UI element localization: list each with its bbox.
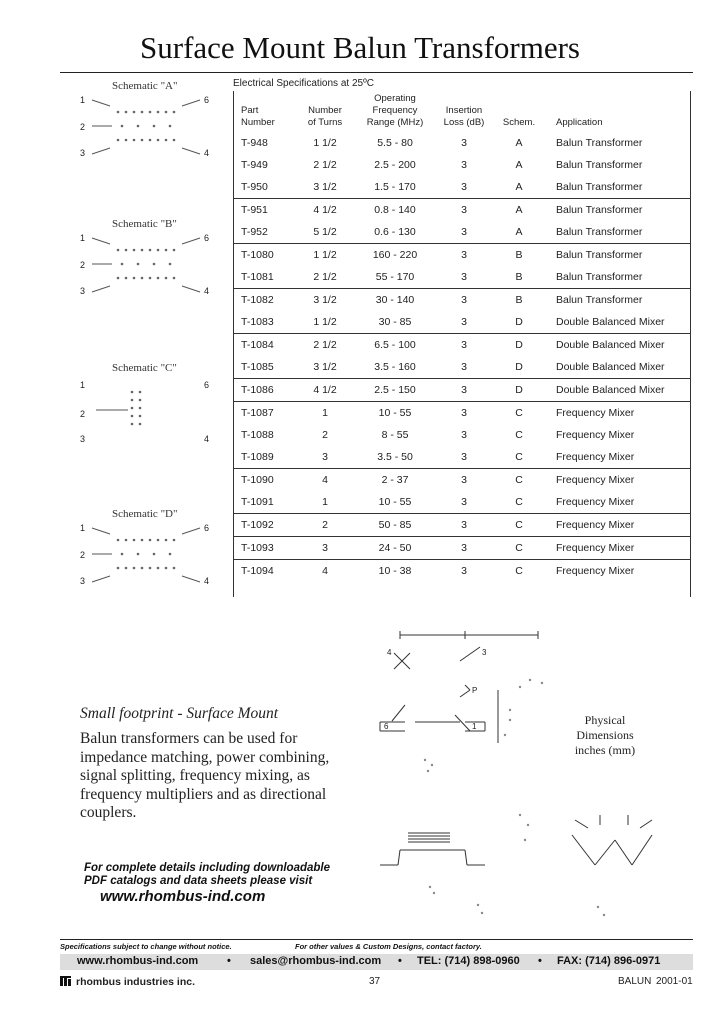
cell-schem: A [515, 226, 523, 238]
schematic-pin: 3 [80, 576, 86, 586]
cell-app: Balun Transformer [546, 289, 690, 312]
cell-app: Frequency Mixer [546, 402, 690, 425]
cell-turns: 4 [296, 560, 354, 583]
cell-freq: 160 - 220 [354, 244, 436, 267]
cell-turns: 3 1/2 [313, 361, 337, 373]
table-row [233, 424, 690, 446]
cell-schem: A [515, 181, 523, 193]
schematic-pin: 6 [204, 95, 210, 105]
cell-loss: 3 [436, 514, 492, 537]
footer-rule [60, 939, 693, 940]
cell-turns: 2 1/2 [313, 159, 337, 171]
cell-freq: 3.5 - 50 [377, 451, 413, 463]
cta-url-link[interactable]: www.rhombus-ind.com [100, 888, 266, 905]
physical-dimensions-drawing [370, 625, 700, 925]
cell-turns: 2 1/2 [296, 334, 354, 357]
cta-text: For complete details including downloadable PDF catalogs and data sheets please visit [84, 862, 330, 887]
cell-freq: 24 - 50 [354, 537, 436, 560]
schematic-pin: 2 [80, 550, 86, 560]
page-number: 37 [369, 976, 381, 987]
cell-schem: A [515, 137, 523, 149]
schematic-pin: 1 [80, 95, 86, 105]
schematic-pin: 2 [80, 122, 86, 132]
contact-fax: FAX: (714) 896-0971 [557, 955, 661, 967]
table-row [233, 537, 690, 560]
cell-part: T-1091 [241, 496, 274, 508]
cell-schem: C [492, 560, 546, 583]
schematic-pin: 3 [80, 434, 86, 444]
schematic-pin: 1 [80, 523, 86, 533]
cell-app: Balun Transformer [556, 271, 643, 283]
table-row [233, 132, 690, 154]
cell-freq: 5.5 - 80 [377, 137, 413, 149]
cell-loss: 3 [436, 469, 492, 492]
cell-schem: D [492, 379, 546, 402]
cell-app: Frequency Mixer [556, 496, 635, 508]
cell-freq: 6.5 - 100 [354, 334, 436, 357]
cell-schem: A [492, 199, 546, 222]
cell-turns: 3 [296, 537, 354, 560]
spec-table [233, 91, 690, 582]
cell-loss: 3 [461, 137, 467, 149]
schematic-pin: 4 [204, 434, 210, 444]
cell-turns: 3 [322, 451, 328, 463]
cell-freq: 50 - 85 [354, 514, 436, 537]
cell-schem: D [492, 334, 546, 357]
tagline: Small footprint - Surface Mount [80, 705, 279, 722]
cell-part: T-1084 [233, 334, 296, 357]
cell-part: T-1092 [233, 514, 296, 537]
footnote-right: For other values & Custom Designs, contact factory. [295, 942, 482, 951]
contact-bar [60, 954, 693, 970]
table-row [233, 244, 690, 267]
cell-turns: 2 [322, 429, 328, 441]
cell-part: T-1090 [233, 469, 296, 492]
cell-part: T-1093 [233, 537, 296, 560]
diagram-pin-1: 1 [472, 722, 477, 731]
table-row [233, 491, 690, 514]
schematic-title: Schematic "A" [112, 80, 178, 92]
table-row [233, 334, 690, 357]
cell-app: Frequency Mixer [546, 560, 690, 583]
cell-schem: B [492, 244, 546, 267]
cell-freq: 10 - 55 [354, 402, 436, 425]
schematic-pin: 6 [204, 523, 210, 533]
cell-app: Balun Transformer [546, 199, 690, 222]
cell-schem: C [515, 429, 523, 441]
schematic-pin: 2 [80, 260, 86, 270]
header-application: Application [556, 117, 603, 128]
contact-tel: TEL: (714) 898-0960 [417, 955, 520, 967]
cell-loss: 3 [436, 560, 492, 583]
cell-schem: B [492, 289, 546, 312]
schematic-pin: 3 [80, 286, 86, 296]
cell-turns: 1 1/2 [296, 244, 354, 267]
cell-schem: C [492, 537, 546, 560]
diagram-pin-6: 6 [384, 722, 389, 731]
physical-dimensions-label: Physical Dimensions inches (mm) [574, 713, 636, 757]
diagram-pin-4: 4 [387, 648, 392, 657]
table-row [233, 154, 690, 176]
company-name: rhombus industries inc. [76, 976, 196, 988]
cell-freq: 2.5 - 150 [354, 379, 436, 402]
title-rule [60, 72, 693, 73]
cell-loss: 3 [436, 402, 492, 425]
cell-turns: 4 1/2 [296, 199, 354, 222]
cell-freq: 0.8 - 140 [354, 199, 436, 222]
schematic-pin: 1 [80, 380, 86, 390]
cell-app: Balun Transformer [556, 226, 643, 238]
cell-turns: 5 1/2 [313, 226, 337, 238]
table-row [233, 311, 690, 334]
cell-app: Balun Transformer [556, 137, 643, 149]
cell-part: T-1085 [241, 361, 274, 373]
table-row [233, 289, 690, 312]
header-schem: Schem. [502, 117, 536, 128]
cell-turns: 2 [296, 514, 354, 537]
header-frequency: Operating Frequency Range (MHz) [366, 93, 424, 128]
cell-freq: 30 - 85 [378, 316, 412, 328]
cell-part: T-1094 [233, 560, 296, 583]
page-title: Surface Mount Balun Transformers [140, 30, 580, 65]
schematic-pin: 2 [80, 409, 86, 419]
contact-email-link[interactable]: sales@rhombus-ind.com [250, 955, 382, 967]
cell-loss: 3 [436, 537, 492, 560]
schematic-title: Schematic "D" [112, 508, 178, 520]
contact-web-link[interactable]: www.rhombus-ind.com [77, 955, 199, 967]
cell-part: T-952 [241, 226, 268, 238]
cell-app: Frequency Mixer [556, 429, 635, 441]
cell-part: T-1083 [241, 316, 274, 328]
table-row [233, 402, 690, 425]
cell-app: Balun Transformer [556, 159, 643, 171]
schematic-a-drawing [88, 92, 208, 162]
cell-app: Double Balanced Mixer [546, 334, 690, 357]
cell-loss: 3 [436, 334, 492, 357]
table-row [233, 221, 690, 244]
cell-turns: 3 1/2 [296, 289, 354, 312]
cell-freq: 3.5 - 160 [374, 361, 416, 373]
cell-turns: 1 1/2 [313, 137, 337, 149]
cell-part: T-1086 [233, 379, 296, 402]
diagram-pin-p: P [472, 686, 478, 695]
schematic-title: Schematic "C" [112, 362, 177, 374]
cell-loss: 3 [461, 316, 467, 328]
cell-app: Double Balanced Mixer [556, 361, 665, 373]
schematic-pin: 4 [204, 148, 210, 158]
cell-part: T-1088 [241, 429, 274, 441]
cell-app: Frequency Mixer [546, 514, 690, 537]
cell-schem: C [492, 514, 546, 537]
table-row [233, 469, 690, 492]
cell-freq: 2 - 37 [354, 469, 436, 492]
diagram-pin-3: 3 [482, 648, 487, 657]
table-right-rule [690, 91, 691, 597]
cell-schem: C [515, 451, 523, 463]
cell-loss: 3 [461, 181, 467, 193]
cell-loss: 3 [436, 379, 492, 402]
table-row [233, 514, 690, 537]
table-row [233, 199, 690, 222]
cell-schem: A [515, 159, 523, 171]
cell-turns: 4 1/2 [296, 379, 354, 402]
table-row [233, 446, 690, 469]
header-part: Part Number [241, 105, 275, 128]
cell-turns: 1 1/2 [313, 316, 337, 328]
cell-part: T-1087 [233, 402, 296, 425]
table-row [233, 266, 690, 289]
cell-part: T-1082 [233, 289, 296, 312]
cell-freq: 30 - 140 [354, 289, 436, 312]
footnote-left: Specifications subject to change without notice. [60, 942, 232, 951]
schematic-pin: 4 [204, 286, 210, 296]
bullet-icon: • [227, 955, 231, 967]
cell-freq: 0.6 - 130 [374, 226, 416, 238]
doc-name: BALUN [618, 976, 652, 987]
bullet-icon: • [398, 955, 402, 967]
cell-turns: 3 1/2 [313, 181, 337, 193]
cell-part: T-949 [241, 159, 268, 171]
cell-turns: 1 [296, 402, 354, 425]
cell-schem: D [515, 361, 523, 373]
header-turns: Number of Turns [307, 105, 343, 128]
schematic-title: Schematic "B" [112, 218, 177, 230]
cell-freq: 10 - 38 [354, 560, 436, 583]
cell-schem: C [515, 496, 523, 508]
cell-loss: 3 [461, 226, 467, 238]
cell-schem: D [515, 316, 523, 328]
cell-app: Double Balanced Mixer [546, 379, 690, 402]
cell-loss: 3 [461, 429, 467, 441]
cell-app: Balun Transformer [546, 244, 690, 267]
table-row [233, 379, 690, 402]
cell-freq: 1.5 - 170 [374, 181, 416, 193]
cell-part: T-1081 [241, 271, 274, 283]
schematic-pin: 3 [80, 148, 86, 158]
spec-table-header [233, 91, 690, 132]
spec-caption: Electrical Specifications at 25ºC [233, 78, 374, 89]
schematic-c-drawing [88, 374, 208, 444]
header-loss: Insertion Loss (dB) [443, 105, 485, 128]
cell-app: Frequency Mixer [546, 537, 690, 560]
schematic-pin: 4 [204, 576, 210, 586]
cell-schem: B [515, 271, 523, 283]
cell-app: Double Balanced Mixer [556, 316, 665, 328]
cell-freq: 2.5 - 200 [374, 159, 416, 171]
cell-schem: C [492, 402, 546, 425]
cell-part: T-951 [233, 199, 296, 222]
cell-loss: 3 [461, 496, 467, 508]
table-row [233, 176, 690, 199]
bullet-icon: • [538, 955, 542, 967]
cell-freq: 10 - 55 [378, 496, 412, 508]
table-row [233, 356, 690, 379]
cell-loss: 3 [461, 159, 467, 171]
schematic-d-drawing [88, 520, 208, 590]
cell-turns: 1 [322, 496, 328, 508]
cell-loss: 3 [461, 361, 467, 373]
schematic-pin: 6 [204, 380, 210, 390]
cell-loss: 3 [436, 244, 492, 267]
cell-turns: 4 [296, 469, 354, 492]
cell-part: T-1080 [233, 244, 296, 267]
schematic-pin: 6 [204, 233, 210, 243]
cell-part: T-948 [241, 137, 268, 149]
schematic-pin: 1 [80, 233, 86, 243]
cell-turns: 2 1/2 [313, 271, 337, 283]
rhombus-logo-icon [60, 975, 74, 987]
cell-part: T-1089 [241, 451, 274, 463]
cell-app: Frequency Mixer [556, 451, 635, 463]
doc-date: 2001-01 [656, 976, 693, 987]
cell-part: T-950 [241, 181, 268, 193]
cell-app: Balun Transformer [556, 181, 643, 193]
cell-loss: 3 [461, 271, 467, 283]
description: Balun transformers can be used for impedance matching, power combining, signal splitting, frequency mixing, as frequency multipliers and as directional couplers. [80, 730, 330, 821]
cell-schem: C [492, 469, 546, 492]
schematic-b-drawing [88, 230, 208, 300]
cell-freq: 8 - 55 [381, 429, 409, 441]
cell-loss: 3 [436, 289, 492, 312]
cell-loss: 3 [436, 199, 492, 222]
cell-freq: 55 - 170 [375, 271, 415, 283]
cell-app: Frequency Mixer [546, 469, 690, 492]
table-row [233, 560, 690, 583]
cell-loss: 3 [461, 451, 467, 463]
